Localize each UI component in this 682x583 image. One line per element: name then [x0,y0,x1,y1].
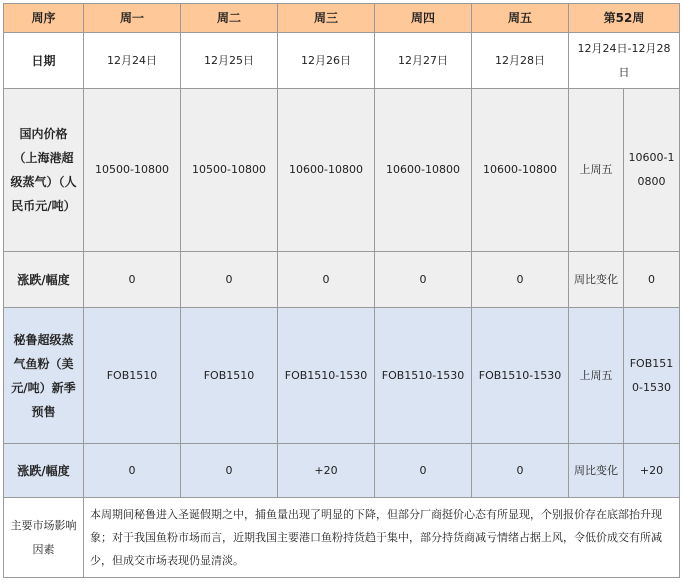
week-ref-label: 上周五 [569,89,624,252]
header-fri: 周五 [472,4,569,33]
peru-change-label: 涨跌/幅度 [4,444,84,498]
peru-change-row [4,444,680,498]
change-cell: 0 [84,252,181,308]
week-change-label: 周比变化 [569,252,624,308]
price-cell: 10500-10800 [181,89,278,252]
header-corner: 周序 [4,4,84,33]
domestic-price-row [4,89,680,252]
change-cell: 0 [181,252,278,308]
price-cell: 10600-10800 [278,89,375,252]
change-cell: 0 [278,252,375,308]
price-cell: 10600-10800 [375,89,472,252]
change-cell: 0 [84,444,181,498]
date-row [4,33,680,89]
factors-label: 主要市场影响因素 [4,498,84,578]
date-cell: 12月28日 [472,33,569,89]
week-ref-value: 10600-10800 [624,89,680,252]
week-ref-label: 上周五 [569,308,624,444]
header-week: 第52周 [569,4,680,33]
week-date-range: 12月24日-12月28日 [569,33,680,89]
date-label: 日期 [4,33,84,89]
week-change-value: 0 [624,252,680,308]
week-ref-value: FOB1510-1530 [624,308,680,444]
week-change-value: +20 [624,444,680,498]
change-cell: 0 [375,252,472,308]
header-thu: 周四 [375,4,472,33]
price-cell: 10500-10800 [84,89,181,252]
domestic-price-label: 国内价格（上海港超级蒸气）（人民币元/吨） [4,89,84,252]
date-cell: 12月27日 [375,33,472,89]
domestic-change-row [4,252,680,308]
price-cell: 10600-10800 [472,89,569,252]
change-cell: 0 [181,444,278,498]
header-mon: 周一 [84,4,181,33]
peru-price-label: 秘鲁超级蒸气鱼粉（美元/吨）新季预售 [4,308,84,444]
header-tue: 周二 [181,4,278,33]
change-cell: +20 [278,444,375,498]
date-cell: 12月24日 [84,33,181,89]
factors-row [4,498,680,578]
price-cell: FOB1510-1530 [375,308,472,444]
price-cell: FOB1510-1530 [472,308,569,444]
change-cell: 0 [375,444,472,498]
week-change-label: 周比变化 [569,444,624,498]
domestic-change-label: 涨跌/幅度 [4,252,84,308]
header-wed: 周三 [278,4,375,33]
peru-price-row [4,308,680,444]
date-cell: 12月26日 [278,33,375,89]
date-cell: 12月25日 [181,33,278,89]
fishmeal-price-table [3,3,680,578]
change-cell: 0 [472,444,569,498]
price-cell: FOB1510 [181,308,278,444]
header-row [4,4,680,33]
change-cell: 0 [472,252,569,308]
price-cell: FOB1510 [84,308,181,444]
factors-text: 本周期间秘鲁进入圣诞假期之中，捕鱼量出现了明显的下降，但部分厂商挺价心态有所显现，个别报价存在底部抬升现象；对于我国鱼粉市场而言，近期我国主要港口鱼粉持货趋于集中，部分持货商减亏情绪占据上风，令低价成交有所减少，但成交市场表现仍显清淡。 [84,498,680,578]
price-cell: FOB1510-1530 [278,308,375,444]
